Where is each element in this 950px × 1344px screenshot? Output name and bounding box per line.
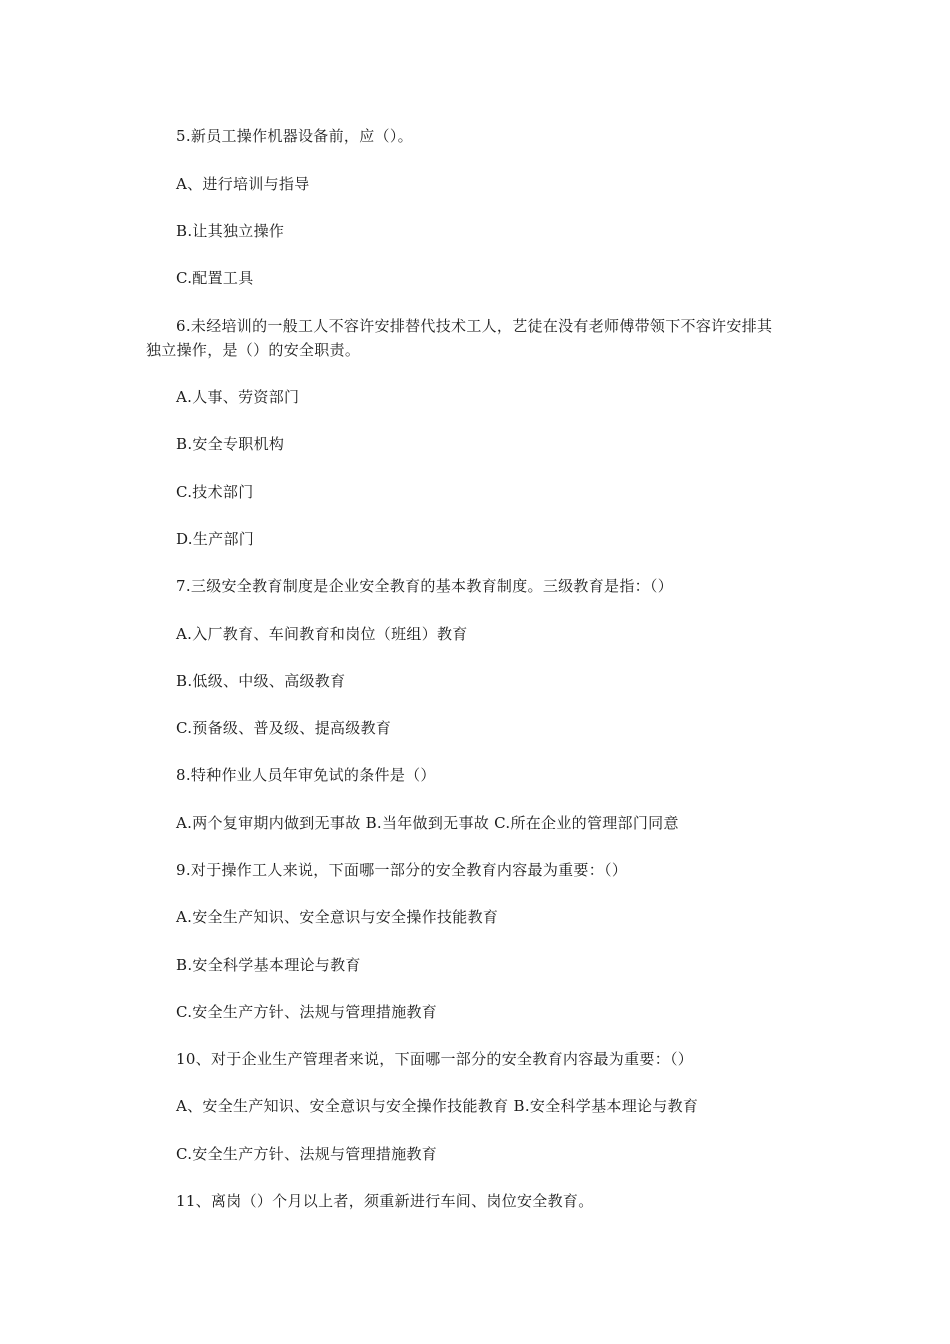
- q8-options: A.两个复审期内做到无事故 B.当年做到无事故 C.所在企业的管理部门同意: [176, 814, 679, 832]
- q6-option-b: B.安全专职机构: [176, 435, 285, 453]
- q5-option-a: A、进行培训与指导: [176, 175, 310, 193]
- q10-options-ab: A、安全生产知识、安全意识与安全操作技能教育 B.安全科学基本理论与教育: [176, 1097, 699, 1115]
- question-6-line-2: 独立操作，是（）的安全职责。: [146, 341, 361, 359]
- q7-option-b: B.低级、中级、高级教育: [176, 672, 346, 690]
- q9-option-a: A.安全生产知识、安全意识与安全操作技能教育: [176, 908, 499, 926]
- q10-option-c: C.安全生产方针、法规与管理措施教育: [176, 1145, 438, 1163]
- q7-option-a: A.入厂教育、车间教育和岗位（班组）教育: [176, 625, 468, 643]
- q6-option-d: D.生产部门: [176, 530, 255, 548]
- question-9: 9.对于操作工人来说，下面哪一部分的安全教育内容最为重要：（）: [176, 861, 628, 879]
- q6-option-c: C.技术部门: [176, 483, 254, 501]
- q5-option-b: B.让其独立操作: [176, 222, 285, 240]
- question-11: 11、离岗（）个月以上者，须重新进行车间、岗位安全教育。: [176, 1192, 594, 1210]
- question-10: 10、对于企业生产管理者来说，下面哪一部分的安全教育内容最为重要：（）: [176, 1050, 694, 1068]
- question-7: 7.三级安全教育制度是企业安全教育的基本教育制度。三级教育是指：（）: [176, 577, 674, 595]
- question-6-line-1: 6.未经培训的一般工人不容许安排替代技术工人，艺徒在没有老师傅带领下不容许安排其: [176, 317, 773, 335]
- q9-option-c: C.安全生产方针、法规与管理措施教育: [176, 1003, 438, 1021]
- q7-option-c: C.预备级、普及级、提高级教育: [176, 719, 392, 737]
- question-8: 8.特种作业人员年审免试的条件是（）: [176, 766, 436, 784]
- q5-option-c: C.配置工具: [176, 269, 254, 287]
- q9-option-b: B.安全科学基本理论与教育: [176, 956, 361, 974]
- q6-option-a: A.人事、劳资部门: [176, 388, 300, 406]
- question-5: 5.新员工操作机器设备前，应（）。: [176, 127, 413, 145]
